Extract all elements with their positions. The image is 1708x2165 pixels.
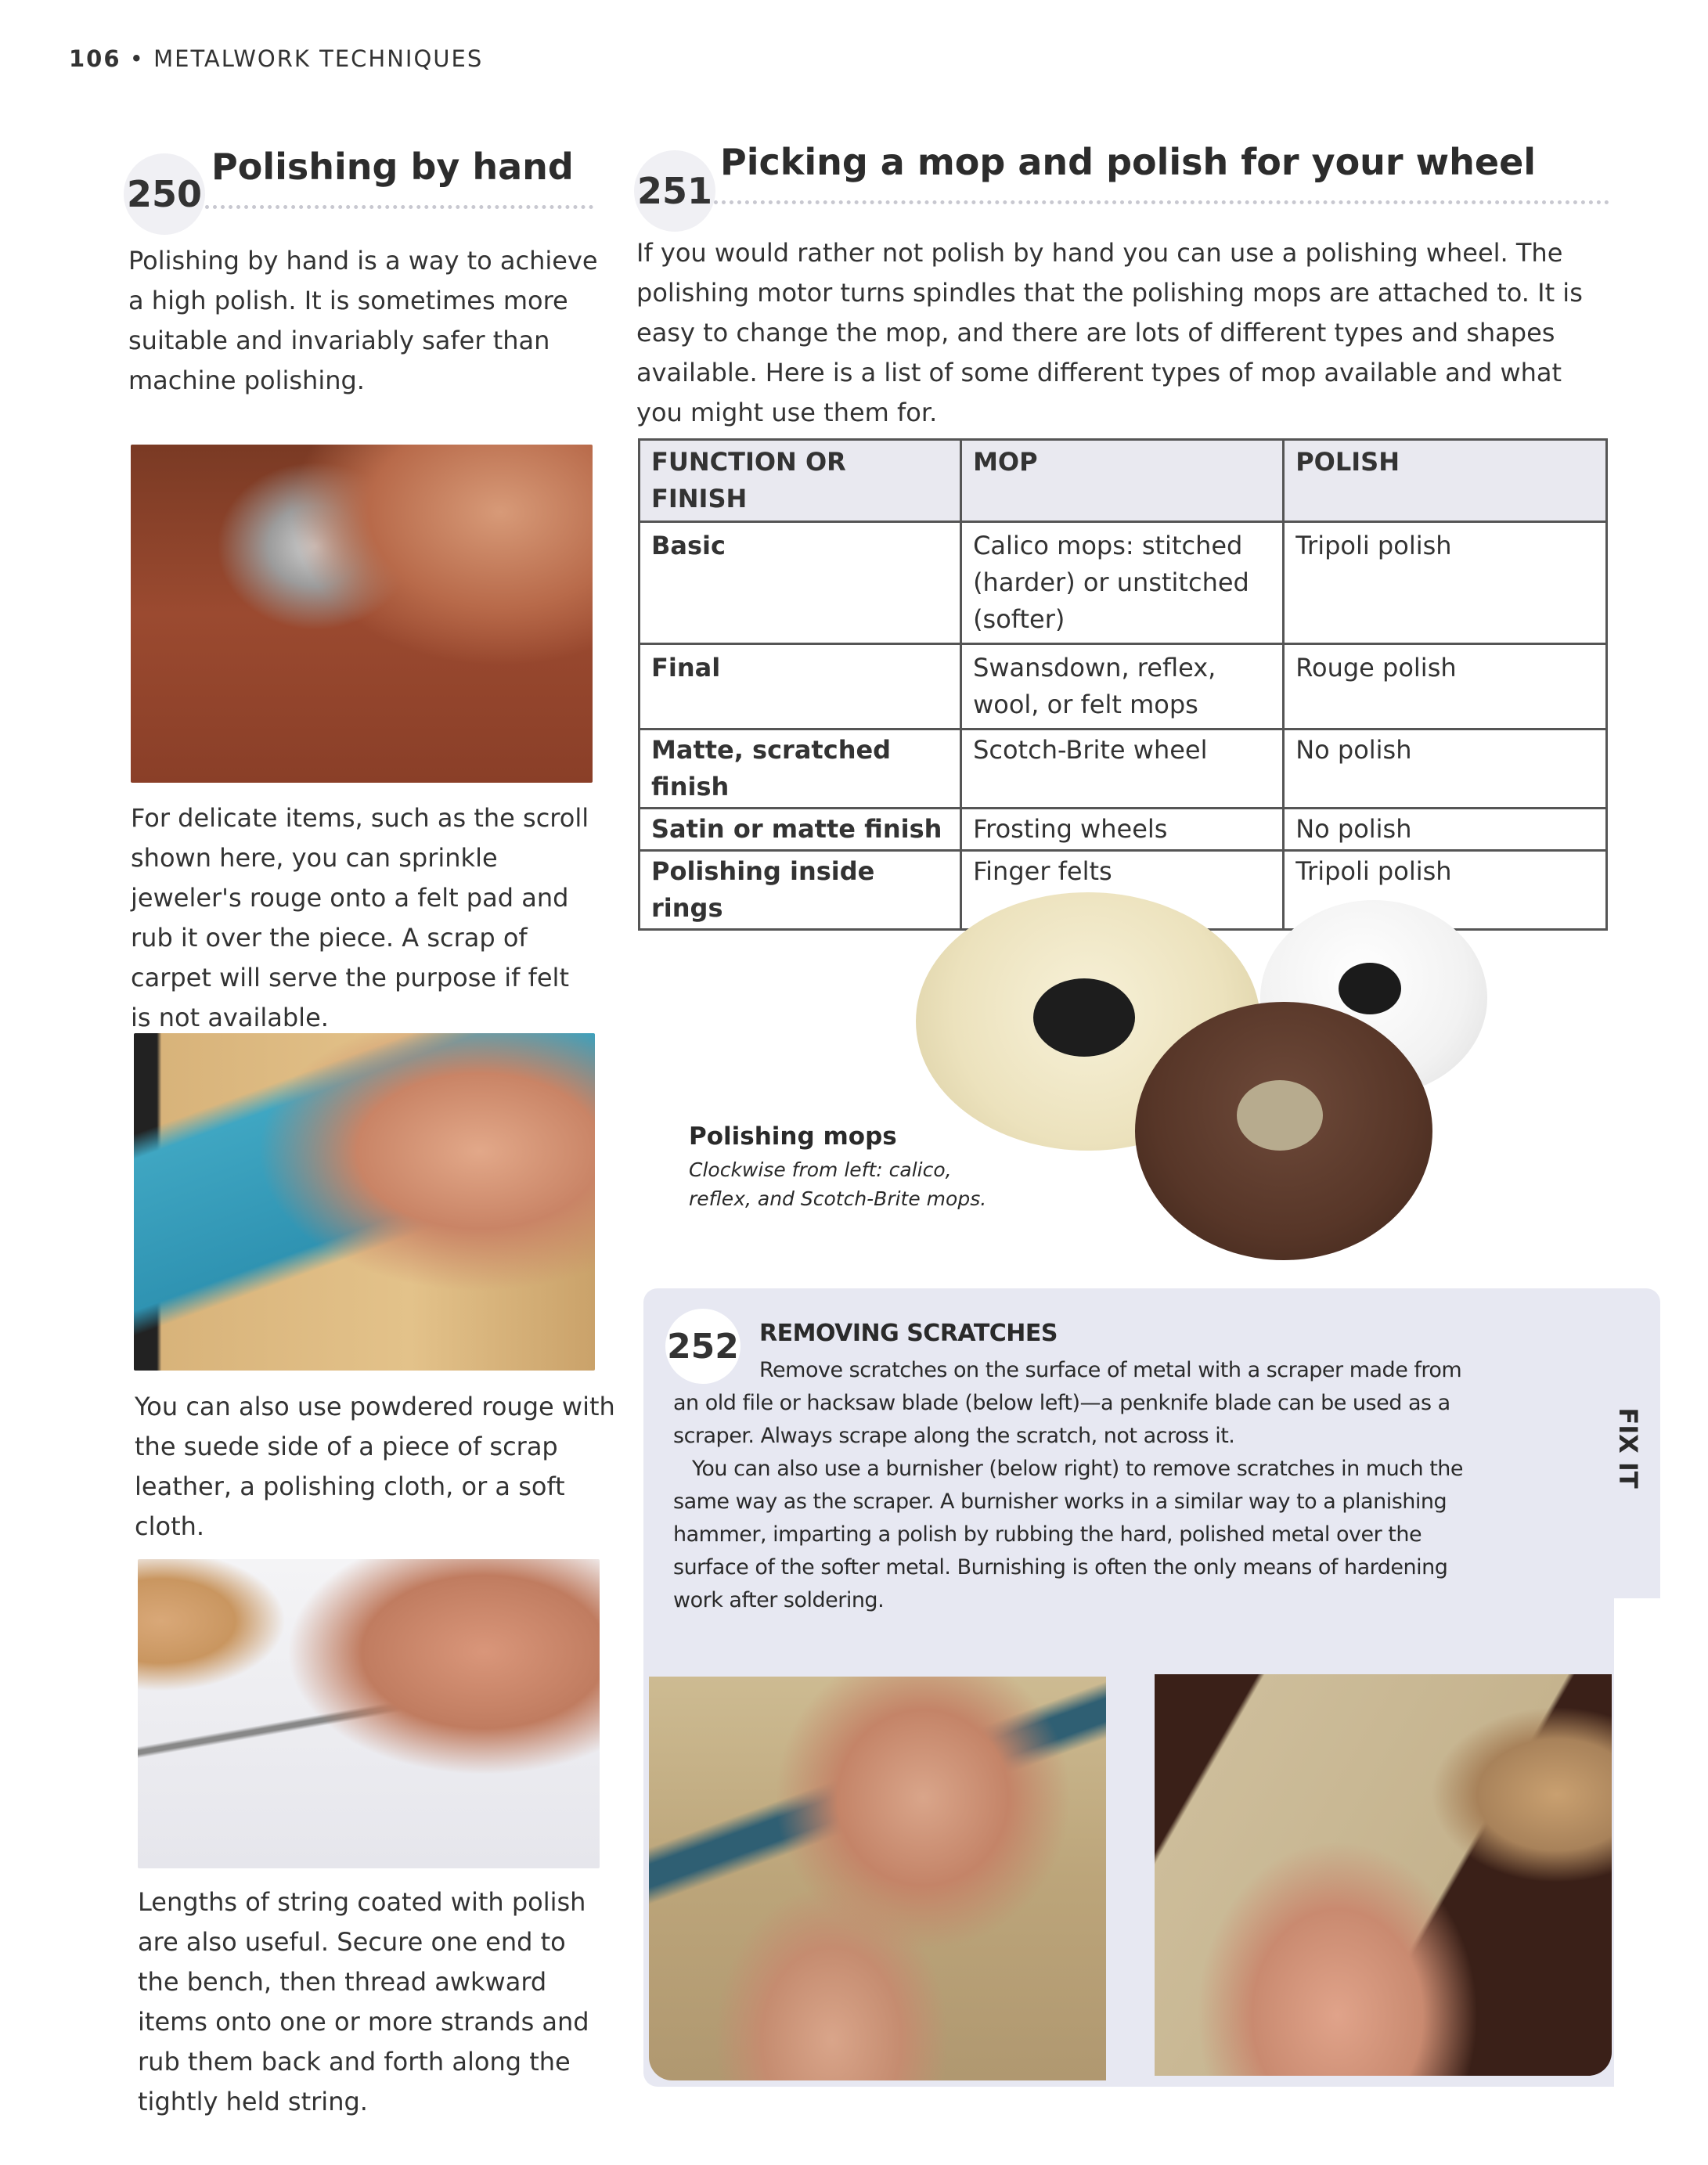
col-header: POLISH <box>1284 440 1607 522</box>
cell-function: Matte, scratched finish <box>640 729 961 809</box>
cell-polish: No polish <box>1284 809 1607 851</box>
photo-scraper <box>649 1677 1106 2080</box>
scotch-brite-mop <box>1135 1002 1432 1260</box>
section-tab-fix-it: FIX IT <box>1613 1407 1643 1489</box>
tip-number-250: 250 <box>124 153 205 235</box>
tip-intro-251: If you would rather not polish by hand you can use a polishing wheel. The polishing motor turns spindles that the polishing mops are attached to. It is easy to change the mop, and there are lots of different types and shapes available. Here is a list of some different types of mop available and what you might use them for. <box>636 238 1583 427</box>
table-row <box>640 644 1607 729</box>
cell-mop: Frosting wheels <box>961 809 1284 851</box>
col-header: MOP <box>961 440 1284 522</box>
tip-title-252: REMOVING SCRATCHES <box>759 1320 1058 1347</box>
table-row <box>640 809 1607 851</box>
tip-intro-250: Polishing by hand is a way to achieve a high polish. It is sometimes more suitable and invariably safer than machine polishing. <box>128 246 598 395</box>
cell-function: Basic <box>640 522 961 644</box>
table-header-row <box>640 440 1607 522</box>
mop-hub <box>1033 978 1135 1057</box>
mop-hub <box>1339 963 1401 1014</box>
photo-burnisher <box>1155 1674 1612 2076</box>
mop-hub <box>1237 1080 1323 1151</box>
tip-title-250: Polishing by hand <box>211 146 574 188</box>
cell-mop: Swansdown, reflex, wool, or felt mops <box>961 644 1284 729</box>
cell-function: Final <box>640 644 961 729</box>
caption-string: Lengths of string coated with polish are also useful. Secure one end to the bench, then thread awkward items onto one or more strands and rub them back and forth along the tightly held string. <box>138 1887 589 2116</box>
cell-polish: No polish <box>1284 729 1607 809</box>
tip-title-251: Picking a mop and polish for your wheel <box>720 141 1537 183</box>
caption-suede-leather: You can also use powdered rouge with the suede side of a piece of scrap leather, a polishing cloth, or a soft cloth. <box>135 1392 615 1541</box>
tip-number-251: 251 <box>634 150 715 232</box>
cell-mop: Finger felts <box>961 851 1284 930</box>
tip-number-252: 252 <box>665 1309 740 1384</box>
cell-mop: Scotch-Brite wheel <box>961 729 1284 809</box>
table-row <box>640 729 1607 809</box>
cell-polish: Tripoli polish <box>1284 851 1607 930</box>
table-row <box>640 522 1607 644</box>
cell-polish: Tripoli polish <box>1284 522 1607 644</box>
cell-function: Polishing inside rings <box>640 851 961 930</box>
dotted-divider <box>714 200 1609 204</box>
photo-ring-with-cloth <box>134 1033 595 1371</box>
mop-polish-table <box>638 438 1608 931</box>
running-header <box>69 45 483 72</box>
col-header: FUNCTION OR FINISH <box>640 440 961 522</box>
box-tab-cutout <box>1614 1598 1661 2087</box>
tip-para-252-1: Remove scratches on the surface of metal with a scraper made from an old file or hacksaw blade (below left)—a penknife blade can be used as a scraper. Always scrape along the scratch, not across it. <box>673 1358 1462 1448</box>
tip-para-252-2: You can also use a burnisher (below right) to remove scratches in much the same way as the scraper. A burnisher works in a similar way to a planishing hammer, imparting a polish by rubbing the hard, polished metal over the surface of the softer metal. Burnishing is often the only means of hardening work after soldering. <box>673 1457 1464 1612</box>
photo-string-polishing <box>138 1559 600 1868</box>
header-bullet: • <box>129 45 145 72</box>
cell-function: Satin or matte finish <box>640 809 961 851</box>
cell-mop: Calico mops: stitched (harder) or unstitched (softer) <box>961 522 1284 644</box>
photo-scroll-on-felt <box>131 445 593 783</box>
section-title: METALWORK TECHNIQUES <box>153 45 484 72</box>
figure-title: Polishing mops <box>689 1122 897 1151</box>
cell-polish: Rouge polish <box>1284 644 1607 729</box>
caption-felt-pad: For delicate items, such as the scroll shown here, you can sprinkle jeweler's rouge onto a felt pad and rub it over the piece. A scrap of carpet will serve the purpose if felt is not available. <box>131 803 589 1032</box>
figure-caption: Clockwise from left: calico, reflex, and Scotch-Brite mops. <box>689 1158 987 1210</box>
page-number: 106 <box>69 45 121 72</box>
dotted-divider <box>205 205 593 209</box>
